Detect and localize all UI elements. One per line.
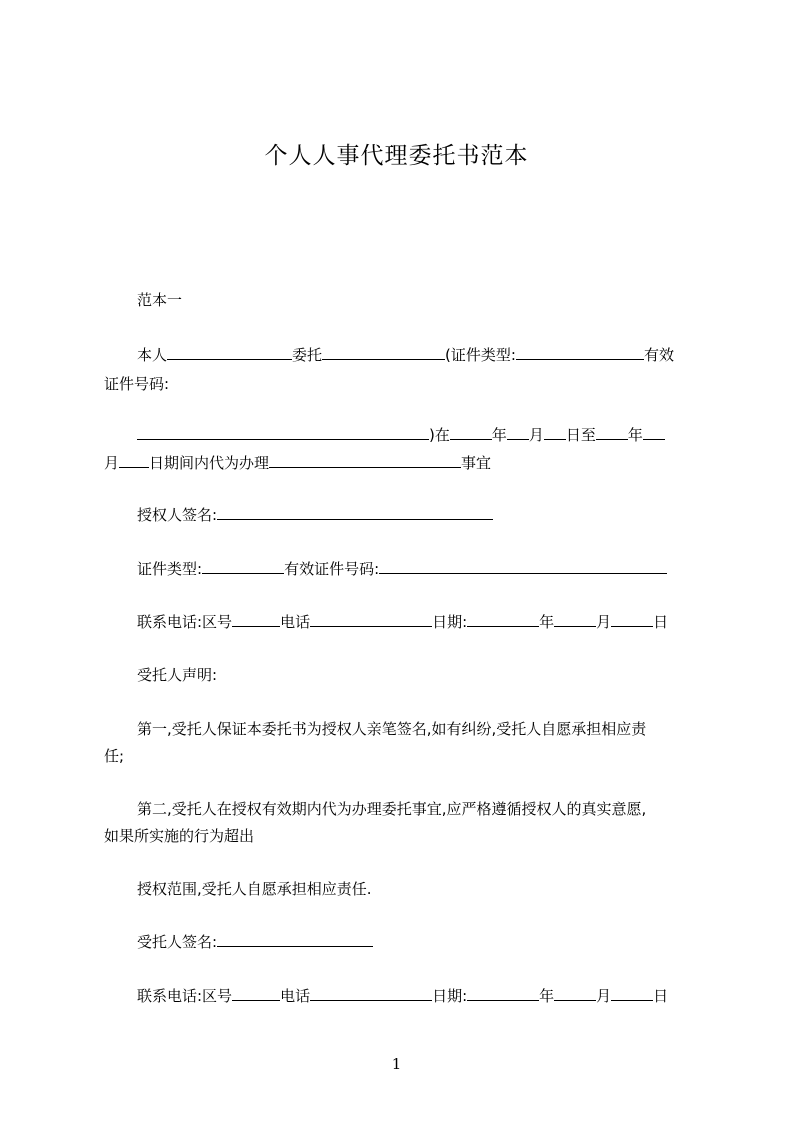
date-day-blank[interactable] [611,612,653,627]
valid-label: 有效 [643,346,674,364]
date-day-blank-2[interactable] [611,986,653,1001]
date-year-label-2: 年 [539,987,555,1005]
id-number-label-2: 有效证件号码: [284,560,380,578]
at-label: )在 [429,426,450,444]
entrust-label: 委托 [292,346,323,364]
matter-line [104,453,491,473]
document-title: 个人人事代理委托书范本 [264,143,529,169]
authorizer-sign-blank[interactable] [217,505,493,520]
month-label: 月 [528,426,544,444]
date-month-label-2: 月 [596,987,612,1005]
end-year-blank[interactable] [596,425,628,440]
trustee-sign-line [137,932,373,952]
date-label-2: 日期: [432,987,468,1005]
principal-line [137,345,674,365]
date-year-label: 年 [539,613,555,631]
area-code-blank[interactable] [232,612,280,627]
contact-line-2 [137,986,668,1006]
date-month-blank[interactable] [554,612,596,627]
date-month-blank-2[interactable] [554,986,596,1001]
id-type-label: (证件类型: [445,346,516,364]
clause-one: 第一,受托人保证本委托书为授权人亲笔签名,如有纠纷,受托人自愿承担相应责 [137,720,647,738]
area-code-blank-2[interactable] [232,986,280,1001]
matter-label: 事宜 [461,454,492,472]
until-label: 日至 [565,426,596,444]
end-day-blank[interactable] [119,453,149,468]
area-code-label: 联系电话:区号 [137,613,233,631]
period-line [137,425,665,445]
period-handle-label: 日期间内代为办理 [149,454,270,472]
id-type-blank[interactable] [516,345,644,360]
trustee-sign-blank[interactable] [217,932,373,947]
start-day-blank[interactable] [544,425,566,440]
authorizer-sign-line [137,505,493,525]
principal-name-blank[interactable] [167,345,292,360]
year-label-2: 年 [627,426,643,444]
start-year-blank[interactable] [450,425,492,440]
principal-label: 本人 [137,346,168,364]
date-year-blank-2[interactable] [467,986,539,1001]
phone-label: 电话 [280,613,311,631]
date-month-label: 月 [596,613,612,631]
id-type-label-2: 证件类型: [137,560,203,578]
date-day-label-2: 日 [653,987,669,1005]
date-year-blank[interactable] [467,612,539,627]
start-month-blank[interactable] [507,425,529,440]
page-number: 1 [391,1055,402,1073]
agent-name-blank[interactable] [322,345,445,360]
clause-three: 授权范围,受托人自愿承担相应责任. [137,880,372,898]
trustee-sign-label: 受托人签名: [137,933,218,951]
id-number-blank[interactable] [137,425,429,440]
clause-two-cont: 如果所实施的行为超出 [104,827,255,845]
phone-blank-2[interactable] [310,986,432,1001]
date-day-label: 日 [653,613,669,631]
phone-blank[interactable] [310,612,432,627]
clause-one-cont: 任; [104,747,125,765]
area-code-label-2: 联系电话:区号 [137,987,233,1005]
matter-blank[interactable] [269,453,461,468]
end-month-blank-a[interactable] [643,425,665,440]
clause-two: 第二,受托人在授权有效期内代为办理委托事宜,应严格遵循授权人的真实意愿, [137,800,647,818]
id-number-label: 证件号码: [104,375,170,393]
phone-label-2: 电话 [280,987,311,1005]
id-type-line [137,559,667,579]
authorizer-sign-label: 授权人签名: [137,506,218,524]
sample-label: 范本一 [137,291,183,309]
trustee-statement-heading: 受托人声明: [137,666,218,684]
date-label: 日期: [432,613,468,631]
contact-line [137,612,668,632]
month-label-2: 月 [104,454,120,472]
id-type-blank-2[interactable] [202,559,284,574]
id-number-blank-2[interactable] [379,559,667,574]
year-label: 年 [491,426,507,444]
